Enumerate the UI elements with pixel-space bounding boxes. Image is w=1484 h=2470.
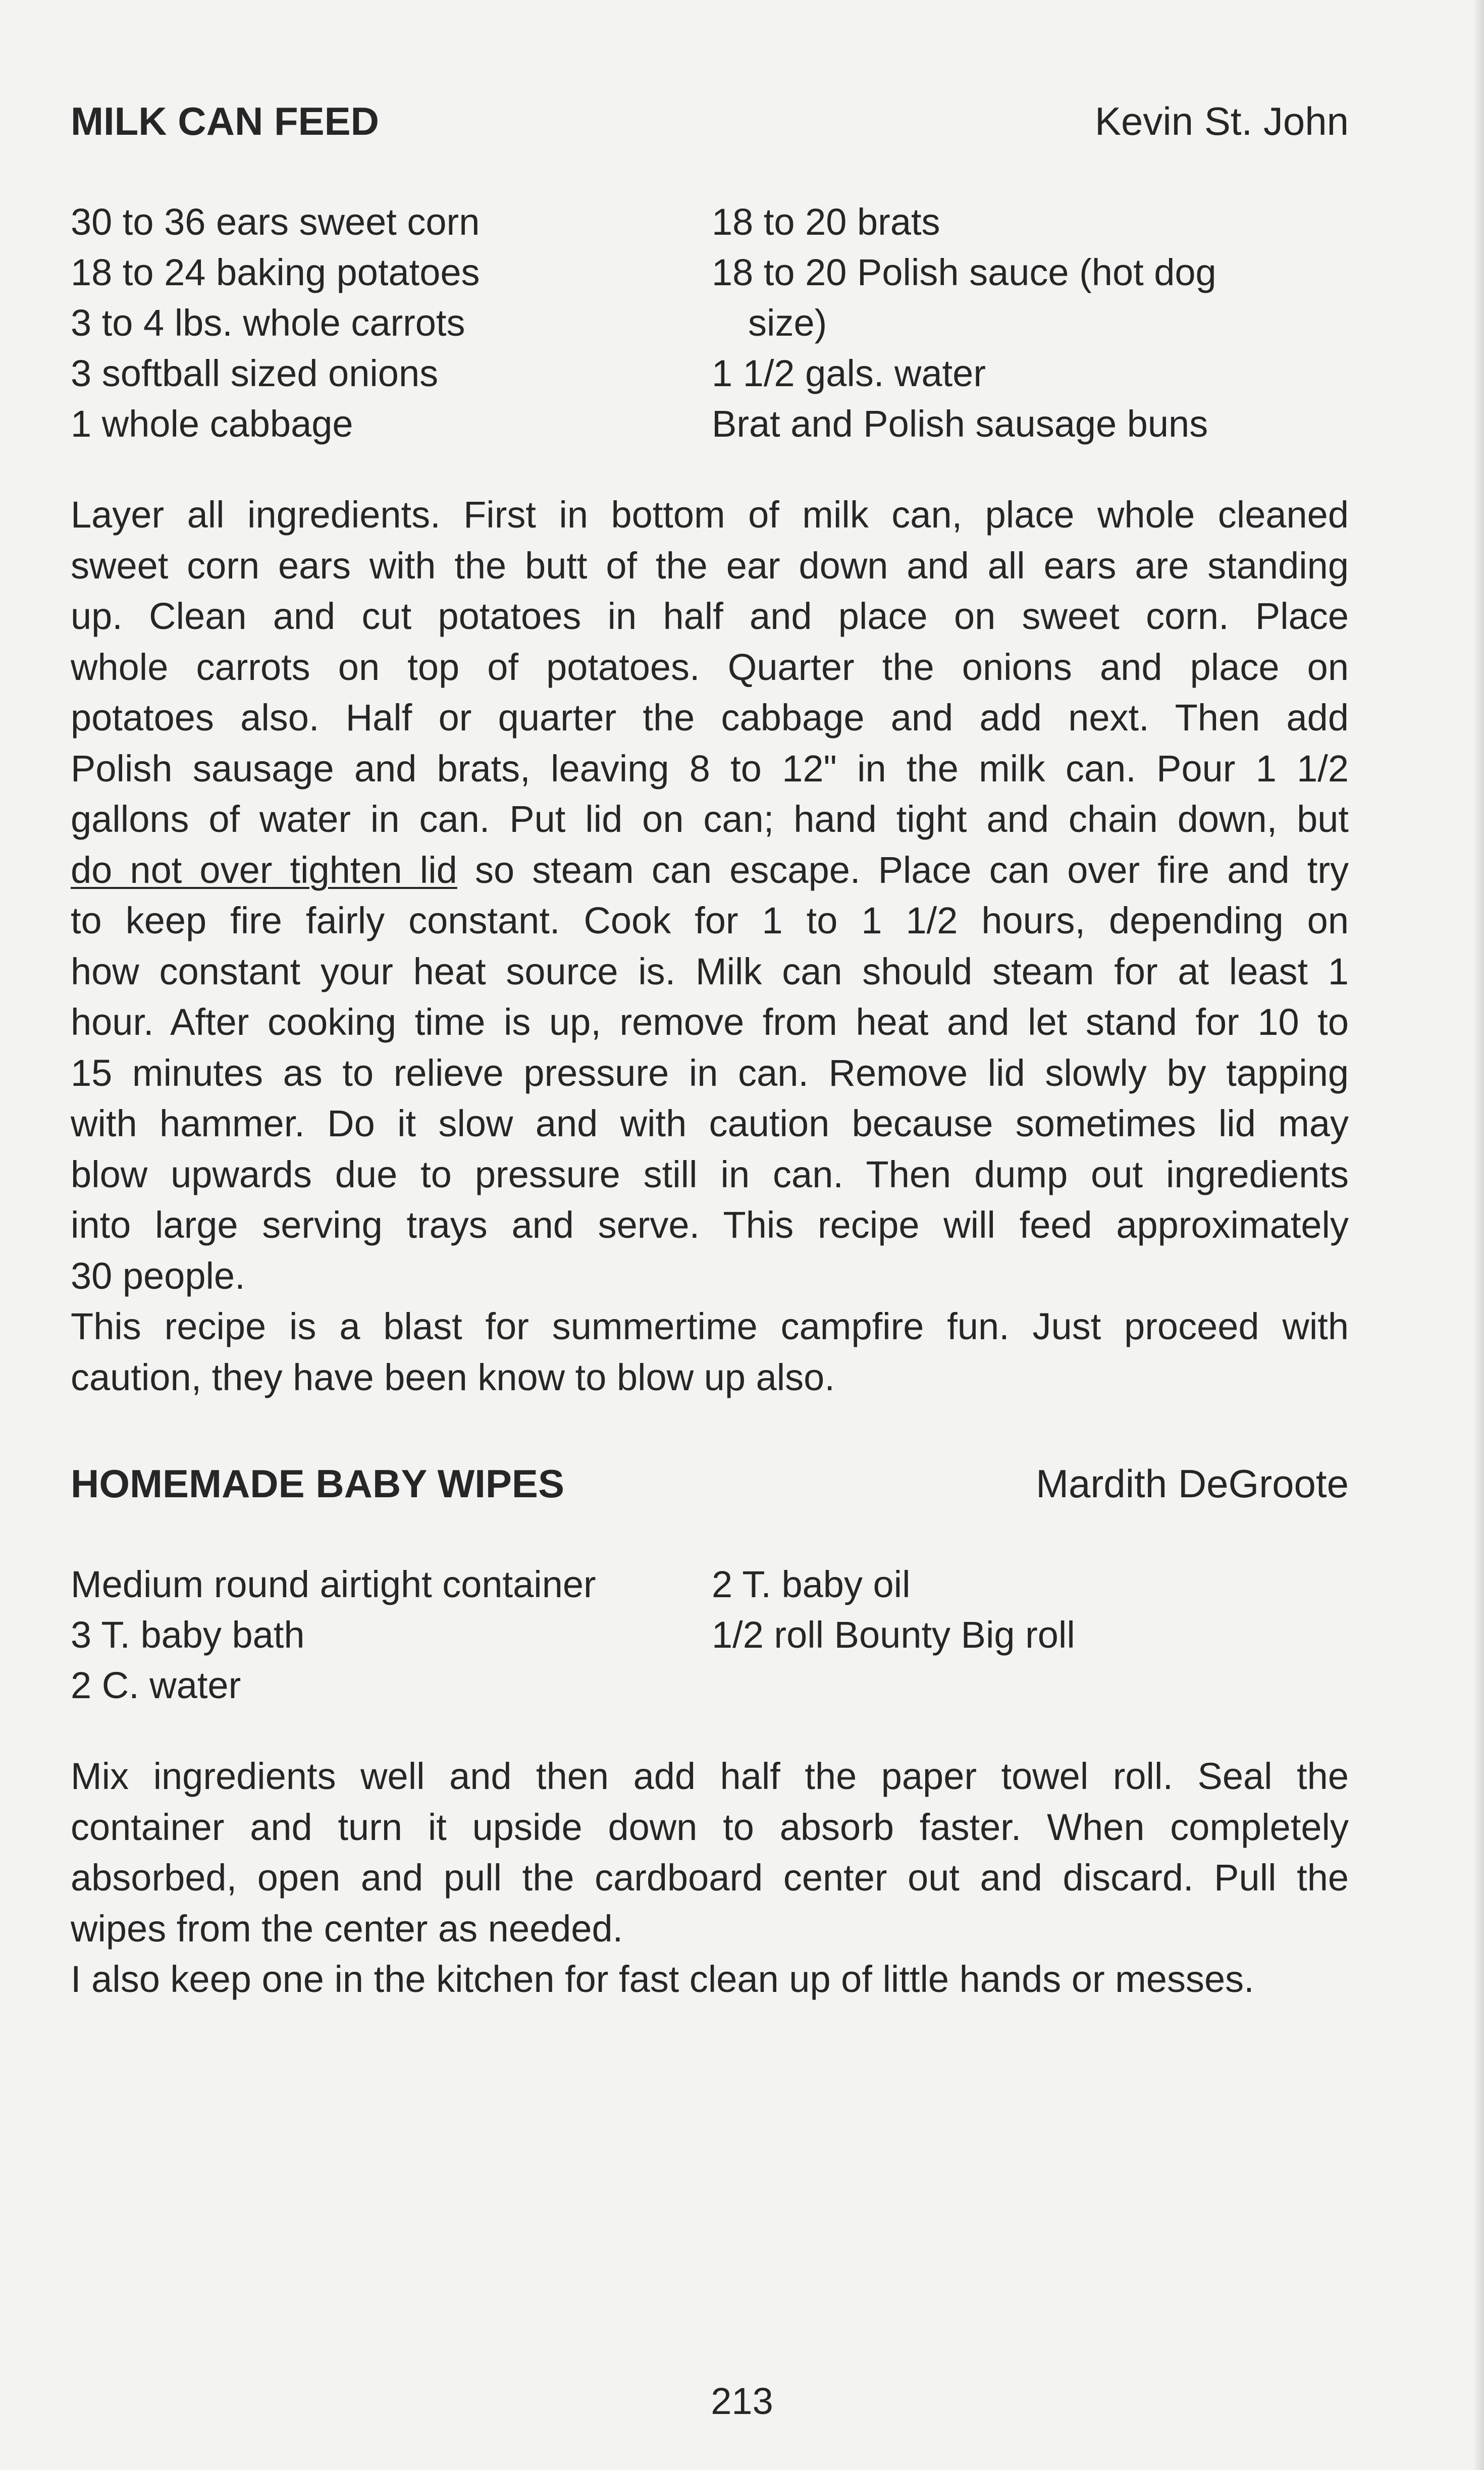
direction-line: 15 minutes as to relieve pressure in can. Remove lid slowly by tapping — [71, 1052, 1349, 1094]
direction-line-continuation: so steam can escape. Place can over fire and try — [457, 849, 1349, 891]
direction-line-with-underline — [71, 845, 1349, 896]
direction-line: into large serving trays and serve. This recipe will feed approximately — [71, 1204, 1349, 1246]
direction-line: blow upwards due to pressure still in can. Then dump out ingredients — [71, 1153, 1349, 1195]
recipe-title: HOMEMADE BABY WIPES — [71, 1461, 564, 1506]
recipe-header — [71, 96, 1349, 146]
recipe-milk-can-feed — [71, 96, 1349, 1403]
direction-line: with hammer. Do it slow and with caution because sometimes lid may — [71, 1102, 1349, 1144]
ingredient-column-right — [712, 197, 1349, 449]
recipe-homemade-baby-wipes — [71, 1458, 1349, 2005]
ingredient-item: 3 T. baby bath — [71, 1614, 305, 1656]
ingredient-item: 3 softball sized onions — [71, 352, 439, 394]
direction-line: gallons of water in can. Put lid on can; hand tight and chain down, but — [71, 798, 1349, 840]
direction-line: up. Clean and cut potatoes in half and place on sweet corn. Place — [71, 595, 1349, 637]
ingredient-item: 2 T. baby oil — [712, 1563, 911, 1605]
ingredient-item: 18 to 20 Polish sauce (hot dog — [712, 251, 1216, 293]
direction-line: sweet corn ears with the butt of the ear down and all ears are standing — [71, 544, 1349, 587]
ingredient-column-left — [71, 197, 712, 449]
note-line: This recipe is a blast for summertime campfire fun. Just proceed with — [71, 1305, 1349, 1347]
direction-line: container and turn it upside down to absorb faster. When completely — [71, 1806, 1349, 1848]
direction-line: 30 people. — [71, 1254, 245, 1297]
ingredient-column-right — [712, 1559, 1349, 1711]
ingredient-item: 1/2 roll Bounty Big roll — [712, 1614, 1075, 1656]
recipe-title: MILK CAN FEED — [71, 99, 379, 143]
ingredient-column-left — [71, 1559, 712, 1711]
recipe-author: Kevin St. John — [1095, 99, 1349, 143]
ingredient-item: 18 to 20 brats — [712, 201, 940, 243]
ingredient-item-continuation: size) — [748, 302, 827, 344]
recipe-header — [71, 1458, 1349, 1509]
direction-line: how constant your heat source is. Milk can should steam for at least 1 — [71, 950, 1349, 992]
direction-line: absorbed, open and pull the cardboard center out and discard. Pull the — [71, 1857, 1349, 1899]
direction-line: Mix ingredients well and then add half the paper towel roll. Seal the — [71, 1755, 1349, 1797]
direction-line: wipes from the center as needed. — [71, 1907, 623, 1950]
ingredient-item: 1 whole cabbage — [71, 403, 353, 445]
ingredient-item: 18 to 24 baking potatoes — [71, 251, 480, 293]
recipe-directions — [71, 490, 1349, 1403]
underlined-warning-text: do not over tighten lid — [71, 849, 457, 891]
ingredient-item: 30 to 36 ears sweet corn — [71, 201, 480, 243]
note-line: I also keep one in the kitchen for fast clean up of little hands or messes. — [71, 1958, 1254, 2000]
recipe-page-content — [71, 96, 1349, 2005]
ingredient-item: 3 to 4 lbs. whole carrots — [71, 302, 465, 344]
ingredient-item: 1 1/2 gals. water — [712, 352, 986, 394]
direction-line: to keep fire fairly constant. Cook for 1 to 1 1/2 hours, depending on — [71, 900, 1349, 941]
ingredient-item: Medium round airtight container — [71, 1563, 596, 1605]
ingredient-list — [71, 197, 1349, 449]
page-number: 213 — [711, 2380, 773, 2422]
note-line: caution, they have been know to blow up also. — [71, 1356, 835, 1398]
direction-line: hour. After cooking time is up, remove from heat and let stand for 10 to — [71, 1001, 1349, 1043]
direction-line: Layer all ingredients. First in bottom of milk can, place whole cleaned — [71, 494, 1349, 536]
recipe-directions — [71, 1751, 1349, 2005]
ingredient-item: Brat and Polish sausage buns — [712, 403, 1208, 445]
direction-line: potatoes also. Half or quarter the cabbage and add next. Then add — [71, 697, 1349, 739]
ingredient-item: 2 C. water — [71, 1664, 241, 1706]
direction-line: whole carrots on top of potatoes. Quarter the onions and place on — [71, 646, 1349, 688]
ingredient-list — [71, 1559, 1349, 1711]
recipe-author: Mardith DeGroote — [1036, 1461, 1349, 1506]
page-edge-shadow — [1473, 0, 1484, 2470]
direction-line: Polish sausage and brats, leaving 8 to 12" in the milk can. Pour 1 1/2 — [71, 747, 1349, 790]
